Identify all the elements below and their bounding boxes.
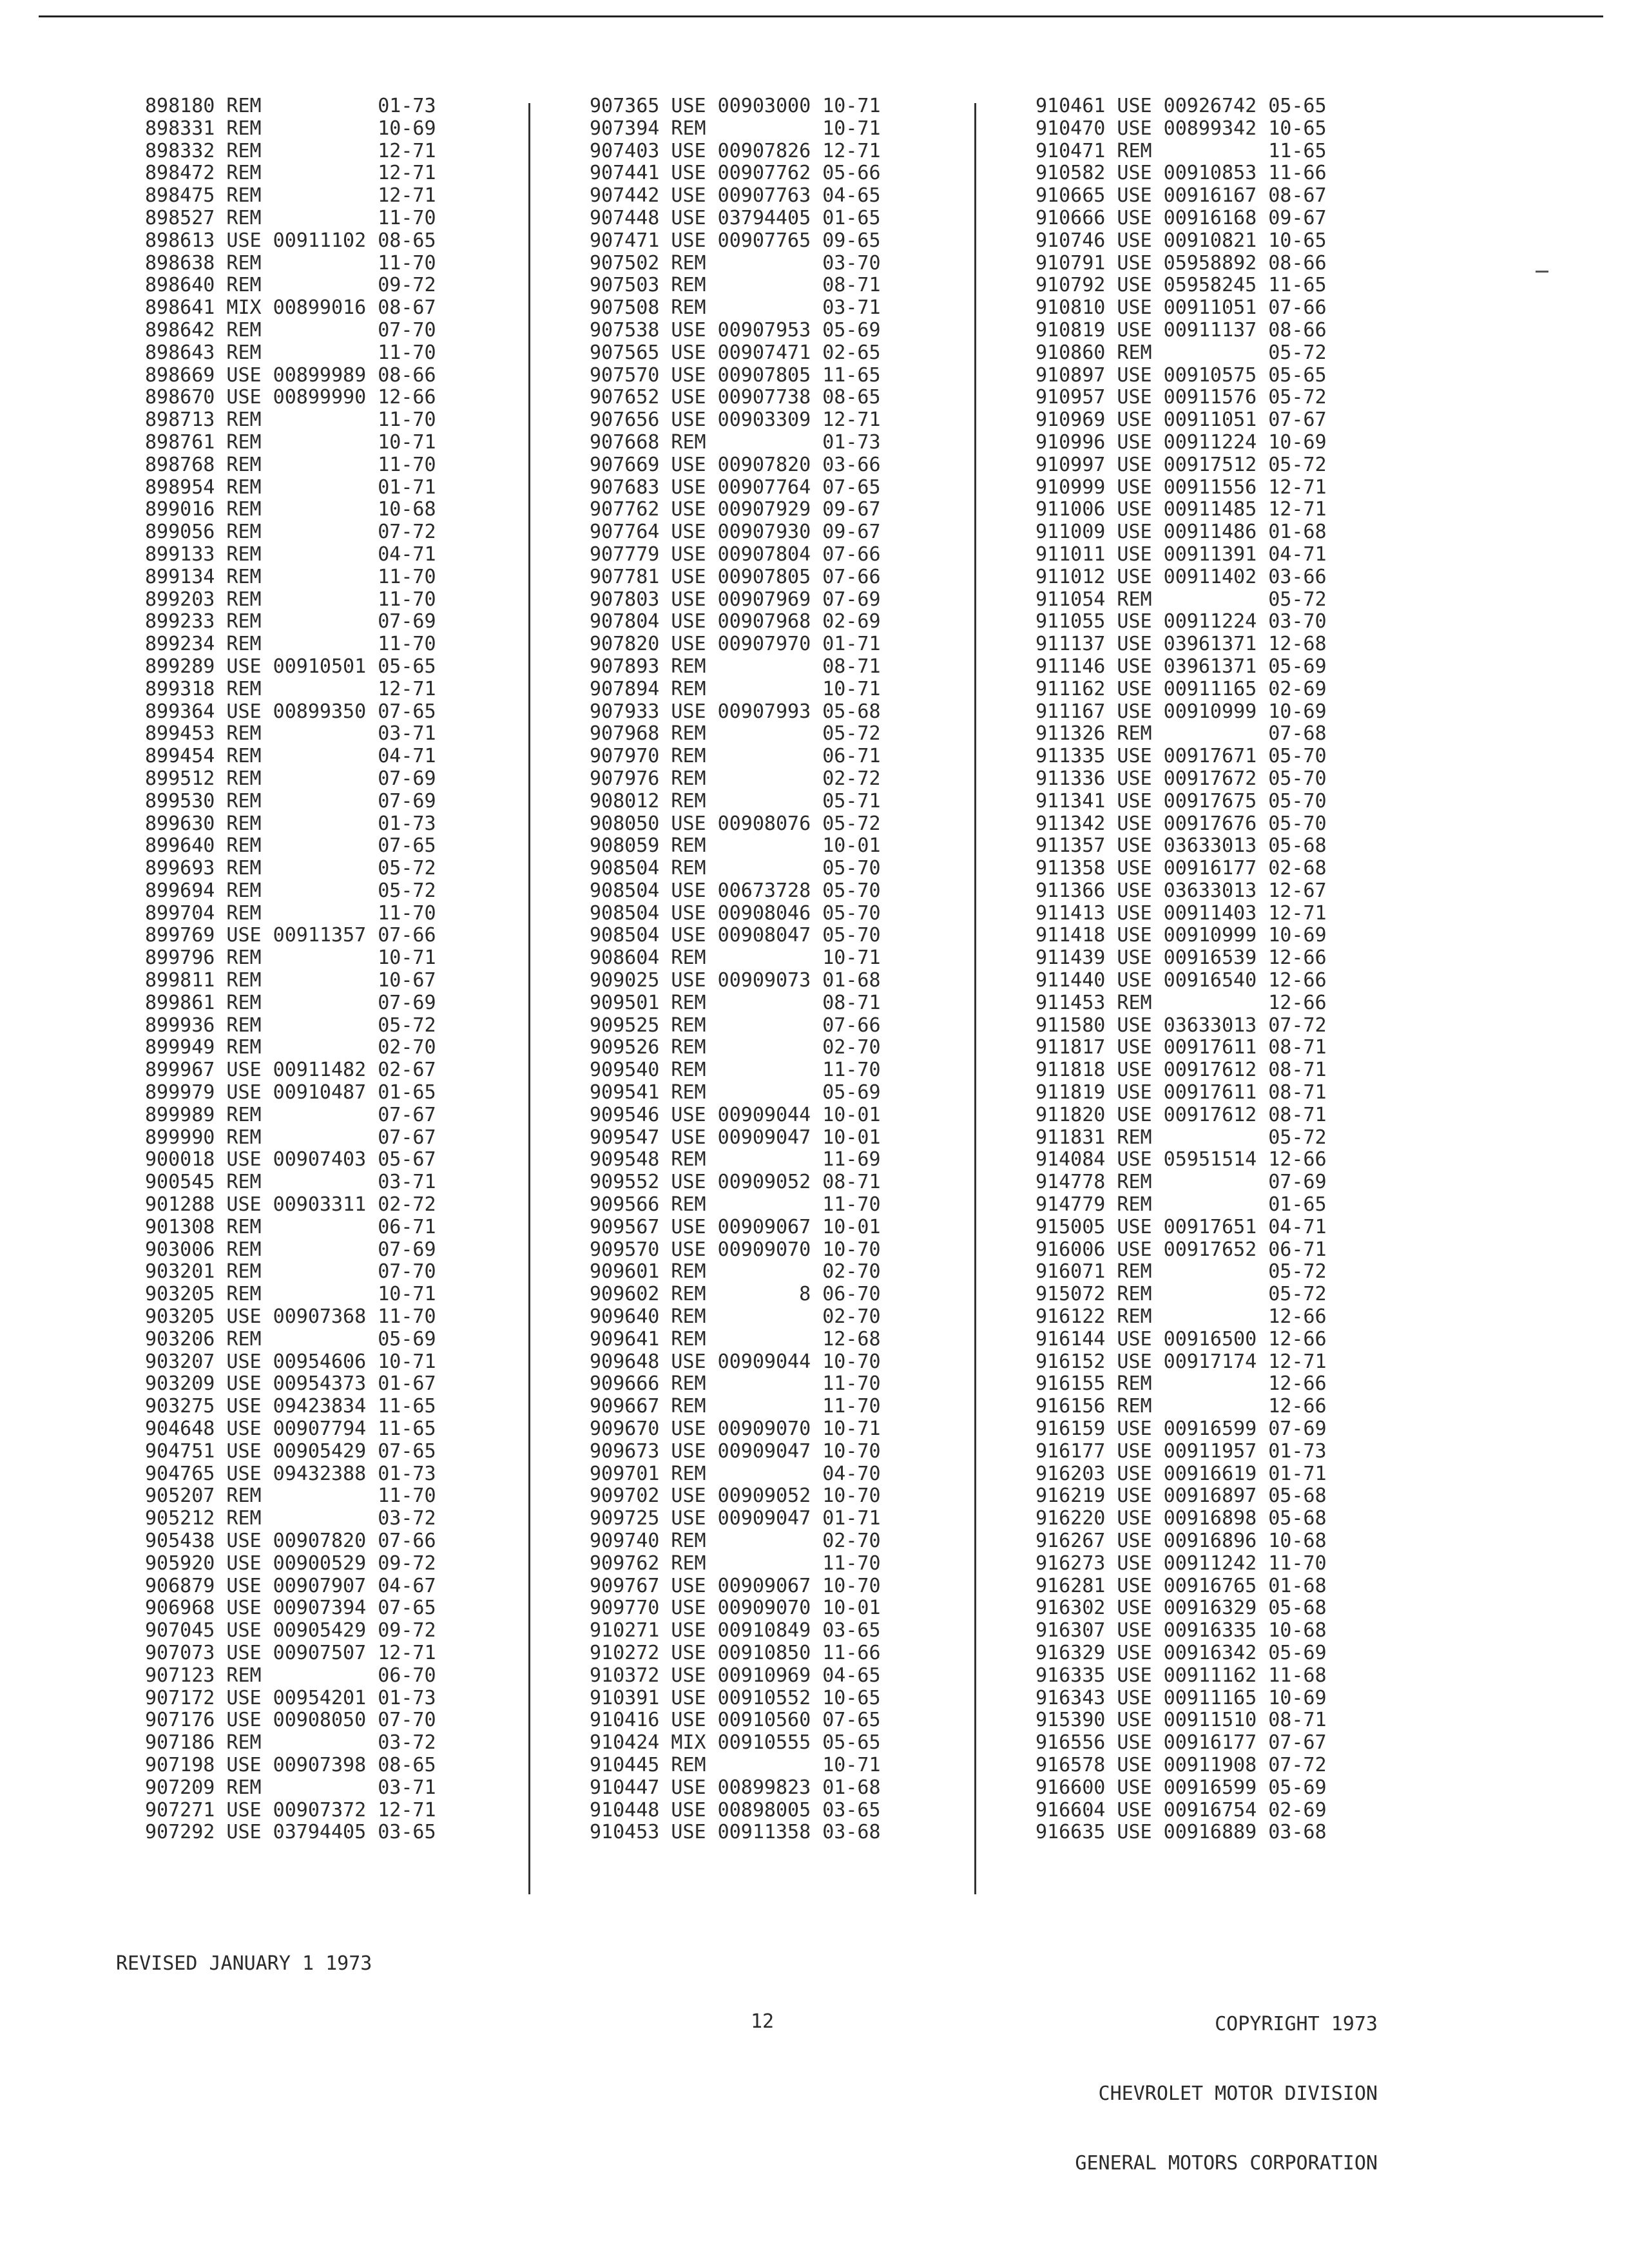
part-entry-row: 916556 USE 00916177 07-67 xyxy=(1036,1731,1327,1754)
part-entry-row: 908504 USE 00908046 05-70 xyxy=(590,901,881,925)
part-entry-row: 916281 USE 00916765 01-68 xyxy=(1036,1574,1327,1597)
part-entry-row: 910445 REM 10-71 xyxy=(590,1753,881,1776)
part-entry-row: 911819 USE 00917611 08-71 xyxy=(1036,1081,1327,1104)
part-entry-row: 907803 USE 00907969 07-69 xyxy=(590,588,881,611)
part-entry-row: 916604 USE 00916754 02-69 xyxy=(1036,1798,1327,1821)
part-entry-row: 916600 USE 00916599 05-69 xyxy=(1036,1776,1327,1799)
part-entry-row: 909552 USE 00909052 08-71 xyxy=(590,1171,881,1194)
part-entry-row: 909525 REM 07-66 xyxy=(590,1014,881,1037)
part-entry-row: 910272 USE 00910850 11-66 xyxy=(590,1641,881,1664)
part-entry-row: 909740 REM 02-70 xyxy=(590,1530,881,1552)
part-entry-row: 911011 USE 00911391 04-71 xyxy=(1036,543,1327,566)
part-entry-row: 900545 REM 03-71 xyxy=(145,1171,436,1194)
part-entry-row: 911817 USE 00917611 08-71 xyxy=(1036,1036,1327,1059)
part-entry-row: 916220 USE 00916898 05-68 xyxy=(1036,1507,1327,1530)
part-entry-row: 899134 REM 11-70 xyxy=(145,565,436,588)
part-entry-row: 910447 USE 00899823 01-68 xyxy=(590,1776,881,1799)
part-entry-row: 911341 USE 00917675 05-70 xyxy=(1036,789,1327,812)
part-entry-row: 903006 REM 07-69 xyxy=(145,1238,436,1261)
part-entry-row: 907123 REM 06-70 xyxy=(145,1664,436,1687)
part-entry-row: 909540 REM 11-70 xyxy=(590,1059,881,1082)
part-entry-row: 906968 USE 00907394 07-65 xyxy=(145,1597,436,1620)
parts-column-2 xyxy=(590,95,881,1844)
part-entry-row: 909667 REM 11-70 xyxy=(590,1395,881,1418)
part-entry-row: 907894 REM 10-71 xyxy=(590,677,881,700)
part-entry-row: 907656 USE 00903309 12-71 xyxy=(590,408,881,432)
part-entry-row: 910746 USE 00910821 10-65 xyxy=(1036,229,1327,252)
part-entry-row: 909025 USE 00909073 01-68 xyxy=(590,969,881,992)
part-entry-row: 909546 USE 00909044 10-01 xyxy=(590,1103,881,1126)
part-entry-row: 907820 USE 00907970 01-71 xyxy=(590,633,881,656)
part-entry-row: 916203 USE 00916619 01-71 xyxy=(1036,1462,1327,1485)
part-entry-row: 911336 USE 00917672 05-70 xyxy=(1036,767,1327,790)
part-entry-row: 909701 REM 04-70 xyxy=(590,1462,881,1485)
page-number: 12 xyxy=(751,2010,775,2033)
part-entry-row: 910391 USE 00910552 10-65 xyxy=(590,1686,881,1709)
part-entry-row: 907668 REM 01-73 xyxy=(590,430,881,454)
part-entry-row: 911818 USE 00917612 08-71 xyxy=(1036,1059,1327,1082)
part-entry-row: 909670 USE 00909070 10-71 xyxy=(590,1418,881,1441)
part-entry-row: 911146 USE 03961371 05-69 xyxy=(1036,655,1327,678)
part-entry-row: 907508 REM 03-71 xyxy=(590,296,881,320)
part-entry-row: 907403 USE 00907826 12-71 xyxy=(590,139,881,162)
part-entry-row: 907781 USE 00907805 07-66 xyxy=(590,565,881,588)
part-entry-row: 907968 REM 05-72 xyxy=(590,722,881,745)
part-entry-row: 911009 USE 00911486 01-68 xyxy=(1036,521,1327,544)
part-entry-row: 907893 REM 08-71 xyxy=(590,655,881,678)
part-entry-row: 898613 USE 00911102 08-65 xyxy=(145,229,436,252)
part-entry-row: 916122 REM 12-66 xyxy=(1036,1305,1327,1329)
part-entry-row: 899694 REM 05-72 xyxy=(145,879,436,902)
part-entry-row: 910372 USE 00910969 04-65 xyxy=(590,1664,881,1687)
part-entry-row: 899016 REM 10-68 xyxy=(145,498,436,521)
part-entry-row: 907394 REM 10-71 xyxy=(590,117,881,140)
part-entry-row: 916329 USE 00916342 05-69 xyxy=(1036,1641,1327,1664)
part-entry-row: 909570 USE 00909070 10-70 xyxy=(590,1238,881,1261)
part-entry-row: 907804 USE 00907968 02-69 xyxy=(590,610,881,633)
part-entry-row: 910271 USE 00910849 03-65 xyxy=(590,1619,881,1642)
part-entry-row: 903205 USE 00907368 11-70 xyxy=(145,1305,436,1329)
part-entry-row: 910665 USE 00916167 08-67 xyxy=(1036,184,1327,207)
part-entry-row: 910969 USE 00911051 07-67 xyxy=(1036,408,1327,432)
copyright-block xyxy=(1075,1966,1378,2222)
part-entry-row: 907176 USE 00908050 07-70 xyxy=(145,1709,436,1732)
part-entry-row: 911054 REM 05-72 xyxy=(1036,588,1327,611)
part-entry-row: 916302 USE 00916329 05-68 xyxy=(1036,1597,1327,1620)
part-entry-row: 916006 USE 00917652 06-71 xyxy=(1036,1238,1327,1261)
part-entry-row: 905438 USE 00907820 07-66 xyxy=(145,1530,436,1552)
part-entry-row: 899769 USE 00911357 07-66 xyxy=(145,924,436,947)
part-entry-row: 898640 REM 09-72 xyxy=(145,274,436,297)
part-entry-row: 910860 REM 05-72 xyxy=(1036,341,1327,364)
part-entry-row: 916156 REM 12-66 xyxy=(1036,1395,1327,1418)
part-entry-row: 909547 USE 00909047 10-01 xyxy=(590,1126,881,1149)
part-entry-row: 907779 USE 00907804 07-66 xyxy=(590,543,881,566)
part-entry-row: 903201 REM 07-70 xyxy=(145,1260,436,1283)
part-entry-row: 899630 REM 01-73 xyxy=(145,812,436,835)
part-entry-row: 899454 REM 04-71 xyxy=(145,745,436,768)
part-entry-row: 908604 REM 10-71 xyxy=(590,947,881,970)
part-entry-row: 915072 REM 05-72 xyxy=(1036,1283,1327,1306)
part-entry-row: 907441 USE 00907762 05-66 xyxy=(590,162,881,185)
part-entry-row: 914084 USE 05951514 12-66 xyxy=(1036,1148,1327,1171)
part-entry-row: 911137 USE 03961371 12-68 xyxy=(1036,633,1327,656)
part-entry-row: 909567 USE 00909067 10-01 xyxy=(590,1215,881,1238)
part-entry-row: 909648 USE 00909044 10-70 xyxy=(590,1350,881,1373)
column-divider-2 xyxy=(974,103,976,1894)
part-entry-row: 907933 USE 00907993 05-68 xyxy=(590,700,881,723)
part-entry-row: 907448 USE 03794405 01-65 xyxy=(590,206,881,229)
part-entry-row: 898638 REM 11-70 xyxy=(145,251,436,274)
part-entry-row: 909770 USE 00909070 10-01 xyxy=(590,1597,881,1620)
revision-date: REVISED JANUARY 1 1973 xyxy=(116,1952,372,1975)
part-entry-row: 910416 USE 00910560 07-65 xyxy=(590,1709,881,1732)
part-entry-row: 907762 USE 00907929 09-67 xyxy=(590,498,881,521)
part-entry-row: 909666 REM 11-70 xyxy=(590,1372,881,1396)
part-entry-row: 906879 USE 00907907 04-67 xyxy=(145,1574,436,1597)
part-entry-row: 898761 REM 10-71 xyxy=(145,430,436,454)
part-entry-row: 911342 USE 00917676 05-70 xyxy=(1036,812,1327,835)
part-entry-row: 911418 USE 00910999 10-69 xyxy=(1036,924,1327,947)
part-entry-row: 909725 USE 00909047 01-71 xyxy=(590,1507,881,1530)
part-entry-row: 904751 USE 00905429 07-65 xyxy=(145,1439,436,1463)
part-entry-row: 908012 REM 05-71 xyxy=(590,789,881,812)
part-entry-row: 907172 USE 00954201 01-73 xyxy=(145,1686,436,1709)
part-entry-row: 909566 REM 11-70 xyxy=(590,1193,881,1216)
part-entry-row: 898713 REM 11-70 xyxy=(145,408,436,432)
part-entry-row: 916578 USE 00911908 07-72 xyxy=(1036,1753,1327,1776)
column-divider-1 xyxy=(528,103,530,1894)
part-entry-row: 899990 REM 07-67 xyxy=(145,1126,436,1149)
part-entry-row: 899056 REM 07-72 xyxy=(145,521,436,544)
part-entry-row: 914778 REM 07-69 xyxy=(1036,1171,1327,1194)
part-entry-row: 905212 REM 03-72 xyxy=(145,1507,436,1530)
part-entry-row: 907764 USE 00907930 09-67 xyxy=(590,521,881,544)
part-entry-row: 898954 REM 01-71 xyxy=(145,476,436,499)
part-entry-row: 898670 USE 00899990 12-66 xyxy=(145,386,436,409)
part-entry-row: 909541 REM 05-69 xyxy=(590,1081,881,1104)
part-entry-row: 899949 REM 02-70 xyxy=(145,1036,436,1059)
part-entry-row: 900018 USE 00907403 05-67 xyxy=(145,1148,436,1171)
top-rule xyxy=(39,15,1603,17)
part-entry-row: 907186 REM 03-72 xyxy=(145,1731,436,1754)
part-entry-row: 903206 REM 05-69 xyxy=(145,1327,436,1350)
part-entry-row: 901308 REM 06-71 xyxy=(145,1215,436,1238)
copyright-line: COPYRIGHT 1973 xyxy=(1215,2013,1378,2035)
part-entry-row: 904648 USE 00907794 11-65 xyxy=(145,1418,436,1441)
part-entry-row: 907502 REM 03-70 xyxy=(590,251,881,274)
part-entry-row: 898332 REM 12-71 xyxy=(145,139,436,162)
part-entry-row: 903209 USE 00954373 01-67 xyxy=(145,1372,436,1396)
part-entry-row: 907198 USE 00907398 08-65 xyxy=(145,1753,436,1776)
part-entry-row: 916159 USE 00916599 07-69 xyxy=(1036,1418,1327,1441)
part-entry-row: 905207 REM 11-70 xyxy=(145,1485,436,1508)
part-entry-row: 916635 USE 00916889 03-68 xyxy=(1036,1821,1327,1844)
part-entry-row: 911440 USE 00916540 12-66 xyxy=(1036,969,1327,992)
part-entry-row: 907365 USE 00903000 10-71 xyxy=(590,95,881,117)
part-entry-row: 916177 USE 00911957 01-73 xyxy=(1036,1439,1327,1463)
part-entry-row: 907570 USE 00907805 11-65 xyxy=(590,363,881,387)
part-entry-row: 899364 USE 00899350 07-65 xyxy=(145,700,436,723)
part-entry-row: 910424 MIX 00910555 05-65 xyxy=(590,1731,881,1754)
part-entry-row: 899530 REM 07-69 xyxy=(145,789,436,812)
part-entry-row: 904765 USE 09432388 01-73 xyxy=(145,1462,436,1485)
part-entry-row: 907073 USE 00907507 12-71 xyxy=(145,1641,436,1664)
part-entry-row: 898669 USE 00899989 08-66 xyxy=(145,363,436,387)
part-entry-row: 899811 REM 10-67 xyxy=(145,969,436,992)
part-entry-row: 909548 REM 11-69 xyxy=(590,1148,881,1171)
part-entry-row: 911006 USE 00911485 12-71 xyxy=(1036,498,1327,521)
part-entry-row: 907271 USE 00907372 12-71 xyxy=(145,1798,436,1821)
part-entry-row: 908050 USE 00908076 05-72 xyxy=(590,812,881,835)
part-entry-row: 911820 USE 00917612 08-71 xyxy=(1036,1103,1327,1126)
margin-mark xyxy=(1536,271,1548,273)
part-entry-row: 907503 REM 08-71 xyxy=(590,274,881,297)
part-entry-row: 899453 REM 03-71 xyxy=(145,722,436,745)
part-entry-row: 915390 USE 00911510 08-71 xyxy=(1036,1709,1327,1732)
part-entry-row: 911580 USE 03633013 07-72 xyxy=(1036,1014,1327,1037)
part-entry-row: 909602 REM 8 06-70 xyxy=(590,1283,881,1306)
corporation-line: GENERAL MOTORS CORPORATION xyxy=(1075,2152,1378,2175)
part-entry-row: 911439 USE 00916539 12-66 xyxy=(1036,947,1327,970)
part-entry-row: 916219 USE 00916897 05-68 xyxy=(1036,1485,1327,1508)
part-entry-row: 909767 USE 00909067 10-70 xyxy=(590,1574,881,1597)
part-entry-row: 911413 USE 00911403 12-71 xyxy=(1036,901,1327,925)
part-entry-row: 911167 USE 00910999 10-69 xyxy=(1036,700,1327,723)
part-entry-row: 899234 REM 11-70 xyxy=(145,633,436,656)
part-entry-row: 907683 USE 00907764 07-65 xyxy=(590,476,881,499)
part-entry-row: 914779 REM 01-65 xyxy=(1036,1193,1327,1216)
part-entry-row: 910819 USE 00911137 08-66 xyxy=(1036,318,1327,341)
part-entry-row: 899133 REM 04-71 xyxy=(145,543,436,566)
part-entry-row: 907652 USE 00907738 08-65 xyxy=(590,386,881,409)
part-entry-row: 910791 USE 05958892 08-66 xyxy=(1036,251,1327,274)
part-entry-row: 910453 USE 00911358 03-68 xyxy=(590,1821,881,1844)
part-entry-row: 903275 USE 09423834 11-65 xyxy=(145,1395,436,1418)
part-entry-row: 916343 USE 00911165 10-69 xyxy=(1036,1686,1327,1709)
part-entry-row: 910897 USE 00910575 05-65 xyxy=(1036,363,1327,387)
part-entry-row: 903205 REM 10-71 xyxy=(145,1283,436,1306)
part-entry-row: 908504 USE 00908047 05-70 xyxy=(590,924,881,947)
part-entry-row: 899289 USE 00910501 05-65 xyxy=(145,655,436,678)
part-entry-row: 909526 REM 02-70 xyxy=(590,1036,881,1059)
part-entry-row: 899512 REM 07-69 xyxy=(145,767,436,790)
part-entry-row: 911358 USE 00916177 02-68 xyxy=(1036,857,1327,880)
part-entry-row: 916307 USE 00916335 10-68 xyxy=(1036,1619,1327,1642)
part-entry-row: 911055 USE 00911224 03-70 xyxy=(1036,610,1327,633)
part-entry-row: 916267 USE 00916896 10-68 xyxy=(1036,1530,1327,1552)
part-entry-row: 911326 REM 07-68 xyxy=(1036,722,1327,745)
part-entry-row: 899704 REM 11-70 xyxy=(145,901,436,925)
part-entry-row: 907471 USE 00907765 09-65 xyxy=(590,229,881,252)
part-entry-row: 899693 REM 05-72 xyxy=(145,857,436,880)
part-entry-row: 909641 REM 12-68 xyxy=(590,1327,881,1350)
part-entry-row: 905920 USE 00900529 09-72 xyxy=(145,1552,436,1575)
part-entry-row: 901288 USE 00903311 02-72 xyxy=(145,1193,436,1216)
part-entry-row: 907669 USE 00907820 03-66 xyxy=(590,453,881,476)
part-entry-row: 907292 USE 03794405 03-65 xyxy=(145,1821,436,1844)
part-entry-row: 909702 USE 00909052 10-70 xyxy=(590,1485,881,1508)
part-entry-row: 909501 REM 08-71 xyxy=(590,991,881,1014)
part-entry-row: 898475 REM 12-71 xyxy=(145,184,436,207)
part-entry-row: 899936 REM 05-72 xyxy=(145,1014,436,1037)
part-entry-row: 910792 USE 05958245 11-65 xyxy=(1036,274,1327,297)
part-entry-row: 911335 USE 00917671 05-70 xyxy=(1036,745,1327,768)
part-entry-row: 910999 USE 00911556 12-71 xyxy=(1036,476,1327,499)
part-entry-row: 907209 REM 03-71 xyxy=(145,1776,436,1799)
part-entry-row: 910461 USE 00926742 05-65 xyxy=(1036,95,1327,117)
part-entry-row: 907976 REM 02-72 xyxy=(590,767,881,790)
part-entry-row: 910471 REM 11-65 xyxy=(1036,139,1327,162)
part-entry-row: 910996 USE 00911224 10-69 xyxy=(1036,430,1327,454)
part-entry-row: 898472 REM 12-71 xyxy=(145,162,436,185)
parts-column-1 xyxy=(145,95,436,1844)
part-entry-row: 898527 REM 11-70 xyxy=(145,206,436,229)
part-entry-row: 898641 MIX 00899016 08-67 xyxy=(145,296,436,320)
part-entry-row: 898180 REM 01-73 xyxy=(145,95,436,117)
part-entry-row: 899989 REM 07-67 xyxy=(145,1103,436,1126)
part-entry-row: 899861 REM 07-69 xyxy=(145,991,436,1014)
part-entry-row: 911453 REM 12-66 xyxy=(1036,991,1327,1014)
part-entry-row: 898642 REM 07-70 xyxy=(145,318,436,341)
part-entry-row: 898331 REM 10-69 xyxy=(145,117,436,140)
part-entry-row: 916152 USE 00917174 12-71 xyxy=(1036,1350,1327,1373)
part-entry-row: 911357 USE 03633013 05-68 xyxy=(1036,834,1327,858)
part-entry-row: 907442 USE 00907763 04-65 xyxy=(590,184,881,207)
part-entry-row: 908504 USE 00673728 05-70 xyxy=(590,879,881,902)
part-entry-row: 911162 USE 00911165 02-69 xyxy=(1036,677,1327,700)
part-entry-row: 908059 REM 10-01 xyxy=(590,834,881,858)
part-entry-row: 907565 USE 00907471 02-65 xyxy=(590,341,881,364)
part-entry-row: 899796 REM 10-71 xyxy=(145,947,436,970)
part-entry-row: 911366 USE 03633013 12-67 xyxy=(1036,879,1327,902)
part-entry-row: 899203 REM 11-70 xyxy=(145,588,436,611)
part-entry-row: 916155 REM 12-66 xyxy=(1036,1372,1327,1396)
part-entry-row: 916273 USE 00911242 11-70 xyxy=(1036,1552,1327,1575)
division-line: CHEVROLET MOTOR DIVISION xyxy=(1098,2082,1378,2105)
part-entry-row: 898768 REM 11-70 xyxy=(145,453,436,476)
part-entry-row: 910582 USE 00910853 11-66 xyxy=(1036,162,1327,185)
part-entry-row: 899640 REM 07-65 xyxy=(145,834,436,858)
part-entry-row: 910810 USE 00911051 07-66 xyxy=(1036,296,1327,320)
part-entry-row: 916071 REM 05-72 xyxy=(1036,1260,1327,1283)
part-entry-row: 899233 REM 07-69 xyxy=(145,610,436,633)
part-entry-row: 911012 USE 00911402 03-66 xyxy=(1036,565,1327,588)
part-entry-row: 909762 REM 11-70 xyxy=(590,1552,881,1575)
part-entry-row: 911831 REM 05-72 xyxy=(1036,1126,1327,1149)
part-entry-row: 907970 REM 06-71 xyxy=(590,745,881,768)
part-entry-row: 910997 USE 00917512 05-72 xyxy=(1036,453,1327,476)
parts-column-3 xyxy=(1036,95,1327,1844)
part-entry-row: 903207 USE 00954606 10-71 xyxy=(145,1350,436,1373)
part-entry-row: 909640 REM 02-70 xyxy=(590,1305,881,1329)
part-entry-row: 899967 USE 00911482 02-67 xyxy=(145,1059,436,1082)
part-entry-row: 910666 USE 00916168 09-67 xyxy=(1036,206,1327,229)
part-entry-row: 909601 REM 02-70 xyxy=(590,1260,881,1283)
part-entry-row: 907045 USE 00905429 09-72 xyxy=(145,1619,436,1642)
part-entry-row: 910957 USE 00911576 05-72 xyxy=(1036,386,1327,409)
part-entry-row: 910470 USE 00899342 10-65 xyxy=(1036,117,1327,140)
part-entry-row: 899318 REM 12-71 xyxy=(145,677,436,700)
part-entry-row: 907538 USE 00907953 05-69 xyxy=(590,318,881,341)
part-entry-row: 910448 USE 00898005 03-65 xyxy=(590,1798,881,1821)
part-entry-row: 899979 USE 00910487 01-65 xyxy=(145,1081,436,1104)
part-entry-row: 915005 USE 00917651 04-71 xyxy=(1036,1215,1327,1238)
part-entry-row: 916335 USE 00911162 11-68 xyxy=(1036,1664,1327,1687)
part-entry-row: 909673 USE 00909047 10-70 xyxy=(590,1439,881,1463)
part-entry-row: 898643 REM 11-70 xyxy=(145,341,436,364)
part-entry-row: 908504 REM 05-70 xyxy=(590,857,881,880)
part-entry-row: 916144 USE 00916500 12-66 xyxy=(1036,1327,1327,1350)
